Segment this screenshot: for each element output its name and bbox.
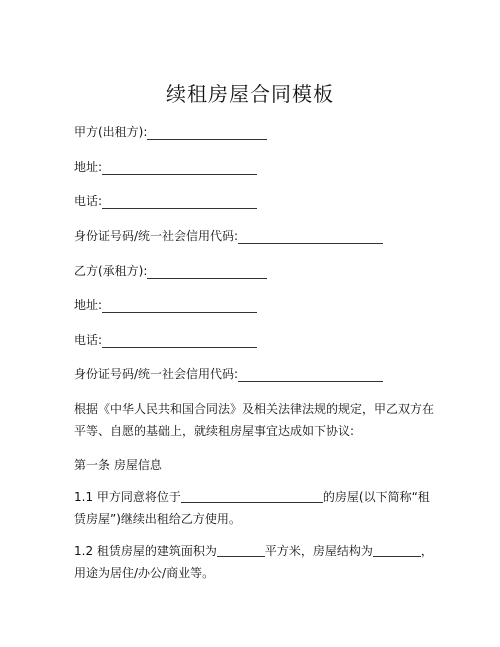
preamble-paragraph: 根据《中华人民共和国合同法》及相关法律法规的规定，甲乙双方在平等、自愿的基础上，就续租房屋事宜达成如下协议: bbox=[74, 402, 435, 438]
party-a-phone-field bbox=[74, 193, 257, 209]
clause-1-2 bbox=[74, 540, 434, 584]
party-a-id-blank[interactable] bbox=[238, 231, 383, 244]
article-1-heading-text: 第一条 房屋信息 bbox=[74, 458, 162, 472]
party-b-phone-field bbox=[74, 332, 257, 348]
party-a-blank[interactable] bbox=[147, 127, 267, 140]
party-a-address-field bbox=[74, 159, 257, 175]
party-b-label: 乙方(承租方): bbox=[74, 264, 148, 278]
party-b-id-blank[interactable] bbox=[238, 369, 383, 382]
party-b-blank[interactable] bbox=[147, 266, 267, 279]
party-b-address-field bbox=[74, 297, 257, 313]
party-a-phone-blank[interactable] bbox=[102, 196, 257, 209]
clause-1-2-area-blank[interactable] bbox=[217, 544, 265, 557]
party-a-id-field bbox=[74, 228, 383, 244]
party-b-phone-label: 电话: bbox=[74, 333, 103, 347]
party-b-id-field bbox=[74, 366, 383, 382]
party-a-field bbox=[74, 124, 267, 140]
party-b-field bbox=[74, 263, 267, 279]
party-b-id-label: 身份证号码/统一社会信用代码: bbox=[74, 367, 239, 381]
party-a-address-label: 地址: bbox=[74, 160, 103, 174]
article-1-heading bbox=[74, 457, 162, 473]
clause-1-2-mid: 平方米，房屋结构为 bbox=[264, 544, 373, 558]
party-b-address-label: 地址: bbox=[74, 298, 103, 312]
clause-1-1-prefix: 1.1 甲方同意将位于 bbox=[74, 490, 181, 504]
clause-1-1-location-blank[interactable] bbox=[181, 490, 323, 503]
clause-1-2-structure-blank[interactable] bbox=[373, 544, 421, 557]
party-a-id-label: 身份证号码/统一社会信用代码: bbox=[74, 229, 239, 243]
party-b-phone-blank[interactable] bbox=[102, 335, 257, 348]
party-a-address-blank[interactable] bbox=[102, 162, 257, 175]
party-a-phone-label: 电话: bbox=[74, 194, 103, 208]
clause-1-1-suffix: 的房屋(以下简称“租赁房屋”)继续出租给乙方使用。 bbox=[74, 490, 430, 526]
clause-1-1 bbox=[74, 486, 434, 530]
party-a-label: 甲方(出租方): bbox=[74, 125, 148, 139]
party-b-address-blank[interactable] bbox=[102, 300, 257, 313]
page-title: 续租房屋合同模板 bbox=[166, 82, 334, 106]
clause-1-2-suffix: ，用途为居住/办公/商业等。 bbox=[74, 544, 433, 580]
clause-1-2-prefix: 1.2 租赁房屋的建筑面积为 bbox=[74, 544, 217, 558]
